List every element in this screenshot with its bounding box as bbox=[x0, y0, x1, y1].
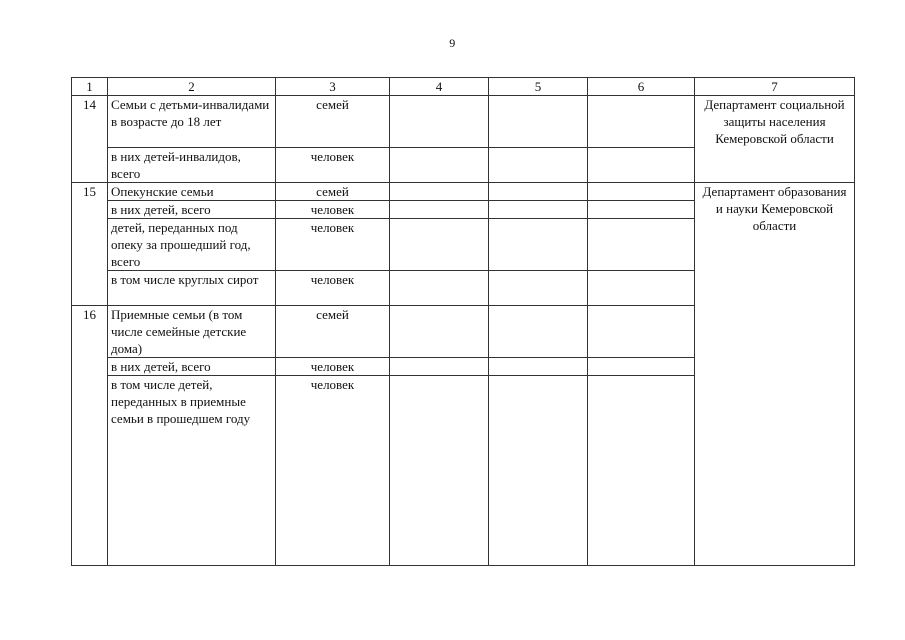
value-cell bbox=[588, 306, 695, 358]
value-cell bbox=[489, 183, 588, 201]
table-row bbox=[72, 183, 855, 201]
unit-cell: человек bbox=[276, 219, 390, 271]
table-header-row bbox=[72, 78, 855, 96]
column-header: 7 bbox=[695, 78, 855, 96]
department-cell: Департамент образования и науки Кемеровской области bbox=[695, 183, 855, 566]
table-row bbox=[72, 96, 855, 148]
page-number: 9 bbox=[449, 36, 456, 50]
indicator-cell: в том числе детей, переданных в приемные семьи в прошедшем году bbox=[108, 376, 276, 566]
value-cell bbox=[390, 376, 489, 566]
value-cell bbox=[489, 201, 588, 219]
value-cell bbox=[588, 358, 695, 376]
value-cell bbox=[588, 148, 695, 183]
indicator-cell: Семьи с детьми-инвалидами в возрасте до 18 лет bbox=[108, 96, 276, 148]
value-cell bbox=[588, 201, 695, 219]
indicator-cell: в них детей, всего bbox=[108, 201, 276, 219]
indicator-cell: Опекунские семьи bbox=[108, 183, 276, 201]
unit-cell: человек bbox=[276, 271, 390, 306]
value-cell bbox=[390, 219, 489, 271]
indicator-cell: детей, переданных под опеку за прошедший год, всего bbox=[108, 219, 276, 271]
unit-cell: человек bbox=[276, 201, 390, 219]
value-cell bbox=[489, 271, 588, 306]
statistics-table bbox=[71, 77, 855, 566]
value-cell bbox=[588, 376, 695, 566]
value-cell bbox=[489, 96, 588, 148]
value-cell bbox=[588, 219, 695, 271]
unit-cell: человек bbox=[276, 376, 390, 566]
value-cell bbox=[489, 306, 588, 358]
indicator-cell: в них детей, всего bbox=[108, 358, 276, 376]
value-cell bbox=[390, 96, 489, 148]
value-cell bbox=[489, 148, 588, 183]
column-header: 1 bbox=[72, 78, 108, 96]
value-cell bbox=[588, 183, 695, 201]
unit-cell: семей bbox=[276, 183, 390, 201]
value-cell bbox=[390, 306, 489, 358]
row-number: 15 bbox=[72, 183, 108, 306]
value-cell bbox=[489, 219, 588, 271]
value-cell bbox=[489, 376, 588, 566]
unit-cell: человек bbox=[276, 358, 390, 376]
value-cell bbox=[588, 271, 695, 306]
column-header: 4 bbox=[390, 78, 489, 96]
column-header: 3 bbox=[276, 78, 390, 96]
row-number: 14 bbox=[72, 96, 108, 183]
value-cell bbox=[390, 183, 489, 201]
indicator-cell: Приемные семьи (в том числе семейные детские дома) bbox=[108, 306, 276, 358]
unit-cell: семей bbox=[276, 96, 390, 148]
value-cell bbox=[390, 271, 489, 306]
value-cell bbox=[390, 148, 489, 183]
value-cell bbox=[390, 201, 489, 219]
column-header: 6 bbox=[588, 78, 695, 96]
value-cell bbox=[588, 96, 695, 148]
column-header: 5 bbox=[489, 78, 588, 96]
unit-cell: семей bbox=[276, 306, 390, 358]
value-cell bbox=[390, 358, 489, 376]
row-number: 16 bbox=[72, 306, 108, 566]
department-cell: Департамент социальной защиты населения Кемеровской области bbox=[695, 96, 855, 183]
unit-cell: человек bbox=[276, 148, 390, 183]
value-cell bbox=[489, 358, 588, 376]
indicator-cell: в том числе круглых сирот bbox=[108, 271, 276, 306]
column-header: 2 bbox=[108, 78, 276, 96]
indicator-cell: в них детей-инвалидов, всего bbox=[108, 148, 276, 183]
